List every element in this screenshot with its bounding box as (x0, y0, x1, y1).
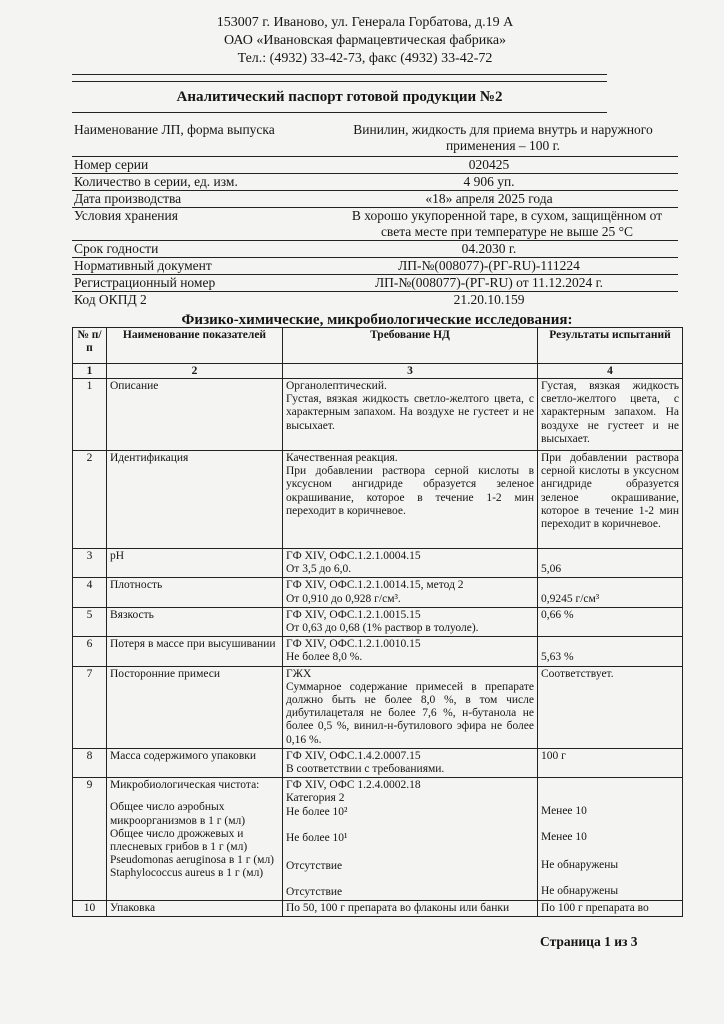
micro-item-req: Отсутствие (286, 859, 343, 872)
micro-item-result: Менее 10 (541, 831, 587, 844)
table-row (73, 578, 683, 607)
series-label: Номер серии (74, 157, 149, 172)
header-result: Результаты испытаний (538, 328, 683, 364)
row-name: pH (107, 549, 283, 578)
row-name: Упаковка (107, 900, 283, 916)
row-requirement (283, 748, 538, 777)
requirement-text: От 3,5 до 6,0. (286, 563, 352, 576)
micro-item-name: Общее число дрожжевых и плесневых грибов в 1 г (мл) (110, 827, 248, 854)
requirement-method: Органолептический. (286, 380, 387, 392)
requirement-text: От 0,910 до 0,928 г/см³. (286, 592, 401, 605)
column-number: 2 (107, 364, 283, 379)
micro-item-result: Не обнаружены (541, 859, 619, 872)
row-num: 2 (73, 451, 107, 549)
title-rule (72, 112, 607, 113)
row-name: Вязкость (107, 607, 283, 636)
header-num: № п/п (73, 328, 107, 364)
document-title: Аналитический паспорт готовой продукции №2 (176, 89, 503, 105)
micro-item-name: Общее число аэробных микроорганизмов в 1 г (мл) (110, 801, 246, 827)
qty-value: 4 906 уп. (463, 174, 515, 189)
table-row (73, 778, 683, 901)
row-result: 5,63 % (538, 637, 683, 666)
micro-title: Микробиологическая чистота: (110, 779, 260, 792)
column-number-row (73, 364, 683, 379)
row-num: 3 (73, 549, 107, 578)
row-name: Описание (107, 379, 283, 451)
requirement-method: Качественная реакция. (286, 452, 398, 464)
row-requirement (283, 549, 538, 578)
table-header-row (73, 328, 683, 364)
row-requirement (283, 379, 538, 451)
company-name: ОАО «Ивановская фармацевтическая фабрика» (223, 33, 507, 48)
requirement-text: Не более 8,0 %. (286, 651, 363, 664)
requirement-text: Суммарное содержание примесей в препарате должно быть не более 8,0 %, в том числе дибутилацеталя не более 7,6 %, н-бутанола не более 0,5 %, винил-н-бутилового эфира не более 0,16 %. (286, 680, 534, 746)
requirement-method: ГФ XIV, ОФС.1.4.2.0007.15 (286, 749, 421, 762)
row-result (538, 778, 683, 901)
reg-value: ЛП-№(008077)-(РГ-RU) от 11.12.2024 г. (374, 275, 604, 290)
requirement-method: ГФ XIV, ОФС.1.2.1.0010.15 (286, 638, 421, 651)
expiry-value: 04.2030 г. (461, 241, 517, 256)
row-name (107, 778, 283, 901)
row-requirement (283, 637, 538, 666)
micro-item-result: Менее 10 (541, 805, 587, 818)
name-label: Наименование ЛП, форма выпуска (74, 122, 275, 137)
row-name: Плотность (107, 578, 283, 607)
company-phone: Тел.: (4932) 33-42-73, факс (4932) 33-42-72 (237, 51, 493, 66)
row-result: 0,9245 г/см³ (538, 578, 683, 607)
normdoc-value: ЛП-№(008077)-(РГ-RU)-111224 (398, 258, 580, 273)
row-result: 0,66 % (538, 607, 683, 636)
table-row (73, 379, 683, 451)
micro-item-result: Не обнаружены (541, 885, 619, 898)
row-requirement (283, 778, 538, 901)
header-requirement: Требование НД (283, 328, 538, 364)
micro-item-name: Staphylococcus aureus в 1 г (мл) (110, 867, 264, 880)
page-number: Страница 1 из 3 (540, 934, 638, 949)
reg-label: Регистрационный номер (74, 275, 216, 290)
row-num: 10 (73, 900, 107, 916)
header-rule-top (72, 74, 607, 75)
row-name: Масса содержимого упаковки (107, 748, 283, 777)
requirement-text: От 0,63 до 0,68 (1% раствор в толуоле). (286, 622, 479, 635)
table-row (73, 748, 683, 777)
row-name: Посторонние примеси (107, 666, 283, 748)
table-row (73, 607, 683, 636)
requirement-text: В соответствии с требованиями. (286, 763, 445, 776)
row-result: При добавлении раствора серной кислоты в уксусном ангидриде образуется зеленое окрашивание, которое в течение 1-2 мин переходит в коричневое. (538, 451, 683, 549)
requirement-text: При добавлении раствора серной кислоты в уксусном ангидриде образуется зеленое окрашивание, которое в течение 1-2 мин переходит в коричневое. (286, 465, 534, 517)
row-result: 5,06 (538, 549, 683, 578)
row-num: 8 (73, 748, 107, 777)
requirement-category: Категория 2 (286, 792, 345, 805)
normdoc-label: Нормативный документ (74, 258, 212, 273)
company-address: 153007 г. Иваново, ул. Генерала Горбатова, д.19 А (216, 15, 514, 30)
row-result: По 100 г препарата во (538, 900, 683, 916)
storage-label: Условия хранения (74, 208, 178, 223)
table-row (73, 549, 683, 578)
row-num: 5 (73, 607, 107, 636)
table-row (73, 637, 683, 666)
tests-table (72, 327, 683, 917)
header-rule-bottom (72, 81, 607, 82)
row-name: Потеря в массе при высушивании (107, 637, 283, 666)
date-value: «18» апреля 2025 года (425, 191, 553, 206)
header-name: Наименование показателей (107, 328, 283, 364)
row-result: Соответствует. (538, 666, 683, 748)
requirement-text: Густая, вязкая жидкость светло-желтого цвета, с характерным запахом. На воздухе не густеет и не высыхает. (286, 393, 534, 432)
row-requirement (283, 607, 538, 636)
okpd-label: Код ОКПД 2 (74, 292, 147, 307)
column-number: 4 (538, 364, 683, 379)
section-title: Физико-химические, микробиологические исследования: (181, 312, 573, 328)
column-number: 3 (283, 364, 538, 379)
expiry-label: Срок годности (74, 241, 159, 256)
storage-value: В хорошо укупоренной таре, в сухом, защищённом от света месте при температуре не выше 25 °C (351, 208, 663, 239)
requirement-method: ГФ XIV, ОФС.1.2.1.0004.15 (286, 550, 421, 562)
micro-item-req: Не более 10¹ (286, 831, 348, 844)
table-row (73, 666, 683, 748)
requirement-method: ГФ XIV, ОФС.1.2.1.0015.15 (286, 608, 421, 621)
micro-item-req: Отсутствие (286, 885, 343, 898)
table-row (73, 451, 683, 549)
row-requirement (283, 451, 538, 549)
date-label: Дата производства (74, 191, 182, 206)
name-value: Винилин, жидкость для приема внутрь и наружного применения – 100 г. (353, 122, 653, 153)
requirement-method: ГЖХ (286, 667, 312, 680)
series-value: 020425 (468, 157, 510, 172)
row-result: 100 г (538, 748, 683, 777)
row-result: Густая, вязкая жидкость светло-желтого цвета, с характерным запахом. На воздухе не густеет и не высыхает. (538, 379, 683, 451)
row-num: 7 (73, 666, 107, 748)
micro-item-req: Не более 10² (286, 805, 348, 818)
row-num: 4 (73, 578, 107, 607)
row-name: Идентификация (107, 451, 283, 549)
row-num: 9 (73, 778, 107, 901)
column-number: 1 (73, 364, 107, 379)
row-requirement: По 50, 100 г препарата во флаконы или банки (283, 900, 538, 916)
row-requirement (283, 666, 538, 748)
micro-item-name: Pseudomonas aeruginosa в 1 г (мл) (110, 854, 275, 867)
requirement-method: ГФ XIV, ОФС 1.2.4.0002.18 (286, 779, 421, 792)
requirement-method: ГФ XIV, ОФС.1.2.1.0014.15, метод 2 (286, 579, 464, 592)
row-num: 6 (73, 637, 107, 666)
qty-label: Количество в серии, ед. изм. (74, 174, 238, 189)
row-num: 1 (73, 379, 107, 451)
table-row (73, 900, 683, 916)
okpd-value: 21.20.10.159 (453, 292, 525, 307)
row-requirement (283, 578, 538, 607)
